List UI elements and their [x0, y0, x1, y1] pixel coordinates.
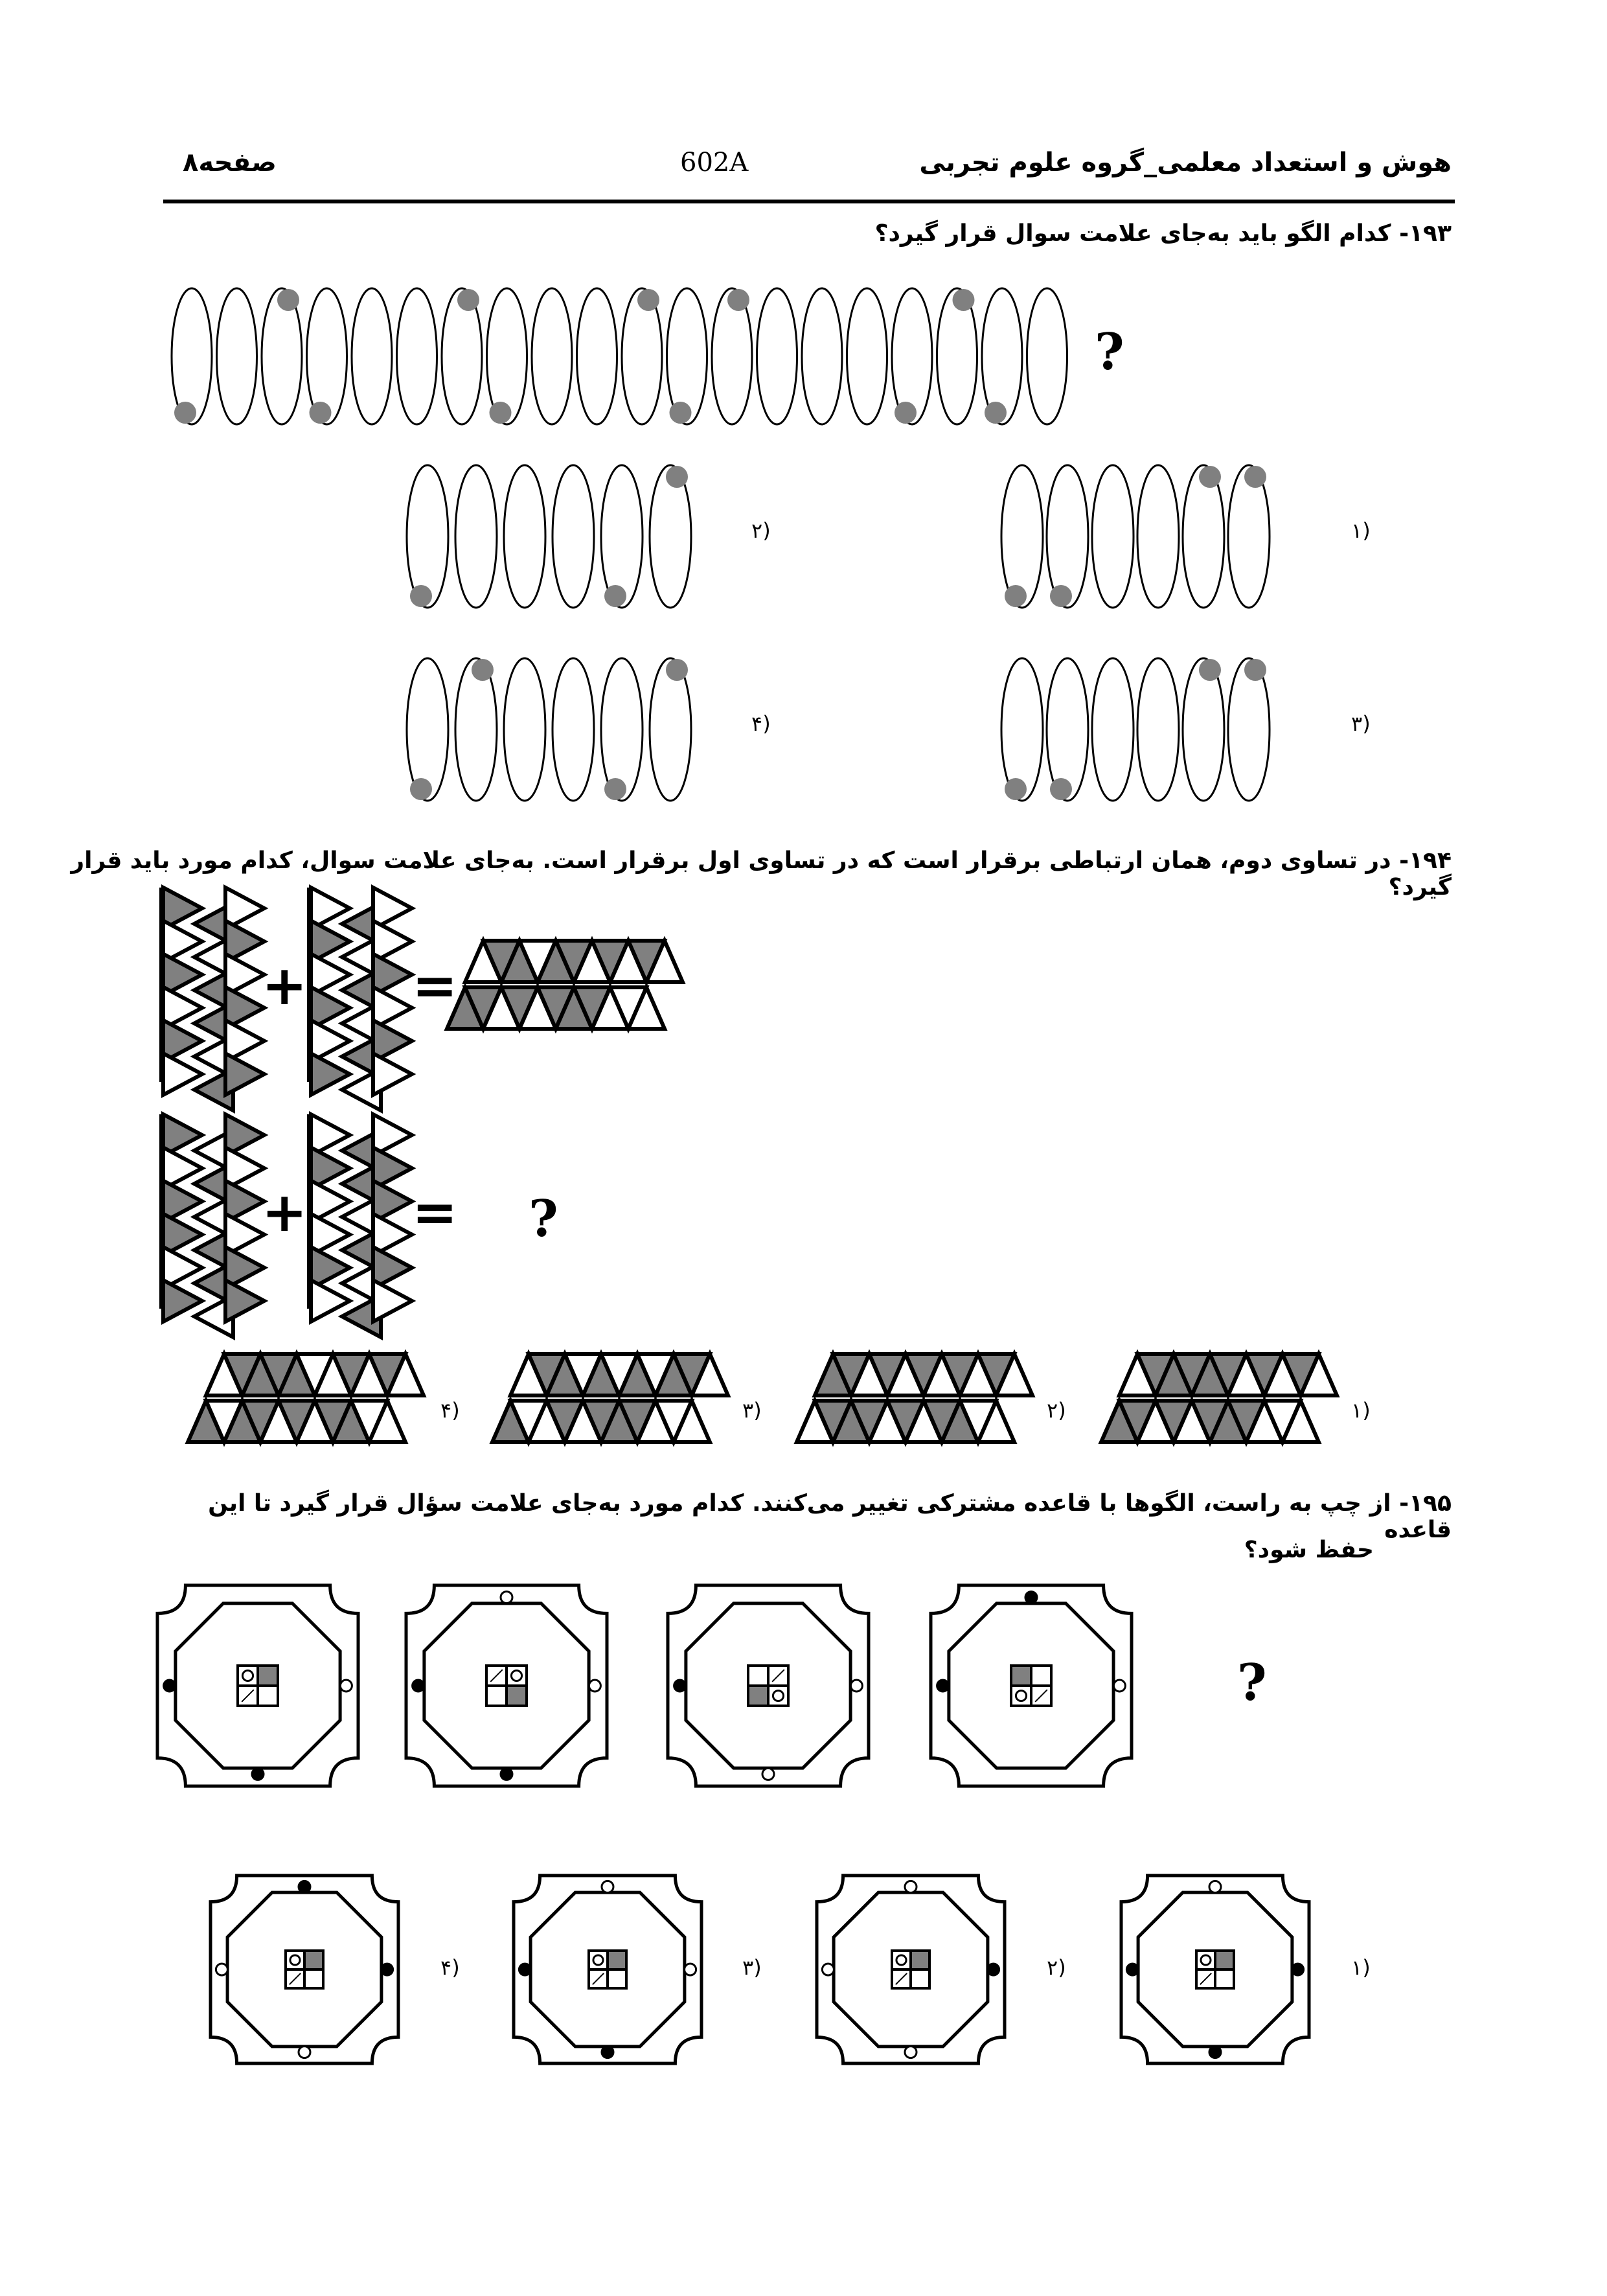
- q193-seq-oval: [532, 288, 572, 424]
- q195-question-mark: ?: [1237, 1653, 1267, 1712]
- q193-seq-oval: [847, 288, 887, 424]
- q193-seq-oval: [757, 288, 797, 424]
- q193-seq-dot: [457, 289, 479, 311]
- q195-seq-2-side-dot: [413, 1680, 424, 1692]
- q193-opt1-dot: [1050, 585, 1072, 607]
- q195-option-2[interactable]: ۲): [1047, 1955, 1066, 1980]
- q194-triangle: [373, 1053, 412, 1095]
- q195-seq-4-grid-cell: [1031, 1666, 1051, 1686]
- q193-seq-oval: [217, 288, 257, 424]
- q194-option-4[interactable]: ۴): [440, 1398, 460, 1423]
- q193-opt3-oval: [1228, 658, 1270, 801]
- q195-seq-1-grid-cell: [238, 1666, 258, 1686]
- q193-opt2-oval: [601, 465, 643, 608]
- q193-seq-dot: [310, 402, 332, 424]
- q195-opt-1-side-dot: [1209, 2047, 1221, 2058]
- q193-opt3-oval: [1137, 658, 1179, 801]
- q193-opt1-dot: [1199, 466, 1221, 488]
- q195-seq-2-grid-cell: [507, 1686, 527, 1706]
- q195-opt-3-side-dot: [685, 1964, 696, 1975]
- q195-opt-2-side-dot: [988, 1964, 999, 1975]
- q195-seq-3-side-dot: [850, 1680, 862, 1692]
- q193-opt1-oval: [1001, 465, 1043, 608]
- q193-opt2-oval: [650, 465, 691, 608]
- q195-seq-4-side-dot: [1025, 1592, 1037, 1603]
- q193-opt2-oval: [407, 465, 448, 608]
- q195-seq-4-grid-cell: [1011, 1686, 1031, 1706]
- q195-seq-3-grid-cell: [768, 1686, 788, 1706]
- q194-triangle: [225, 1053, 264, 1095]
- q194-text: در تساوی دوم، همان ارتباطی برقرار است که در تساوی اول برقرار است. به‌جای علامت سوال، کدام مورد باید قرار گیرد؟: [71, 847, 1452, 901]
- q195-opt-2-grid-cell: [911, 1951, 929, 1969]
- q195-opt-2-side-dot: [822, 1964, 834, 1975]
- q193-seq-oval: [577, 288, 617, 424]
- q195-figure: [0, 0, 1, 1]
- q193-opt4-dot: [410, 778, 432, 800]
- q195-text-line2: حفظ شود؟: [1244, 1537, 1374, 1563]
- q195-seq-3-side-dot: [762, 1768, 774, 1780]
- q193-opt1-oval: [1228, 465, 1270, 608]
- q195-seq-4-side-dot: [937, 1680, 949, 1692]
- q194-plus-1: +: [262, 954, 308, 1017]
- q195-seq-2-grid-cell: [507, 1666, 527, 1686]
- header-page: صفحه۸: [183, 148, 277, 178]
- q193-opt3-oval: [1183, 658, 1224, 801]
- q193-opt1-dot: [1005, 585, 1027, 607]
- q193-opt2-dot: [666, 466, 688, 488]
- q193-seq-dot: [277, 289, 299, 311]
- q193-question-mark: ?: [1095, 323, 1124, 382]
- q193-option-4[interactable]: ۴): [751, 711, 771, 736]
- q195-option-4[interactable]: ۴): [440, 1955, 460, 1980]
- q195-opt-1-grid-cell: [1215, 1969, 1234, 1988]
- q193-opt1-dot: [1244, 466, 1266, 488]
- q193-seq-dot: [953, 289, 975, 311]
- header-title: هوش و استعداد معلمی_گروه علوم تجربی: [919, 148, 1452, 178]
- q193-opt2-oval: [504, 465, 545, 608]
- q193-opt4-oval: [455, 658, 497, 801]
- q193-opt3-dot: [1050, 778, 1072, 800]
- q193-option-2[interactable]: ۲): [751, 518, 771, 543]
- q195-opt-3-side-dot: [602, 2047, 613, 2058]
- q195-opt-3-side-dot: [519, 1964, 530, 1975]
- q195-number: ۱۹۵-: [1399, 1490, 1452, 1517]
- q195-opt-4-side-dot: [299, 2047, 310, 2058]
- q193-opt1-oval: [1183, 465, 1224, 608]
- q195-seq-1-grid-cell: [258, 1686, 278, 1706]
- q195-seq-2-side-dot: [589, 1680, 600, 1692]
- q195-seq-1-side-dot: [340, 1680, 352, 1692]
- q195-option-1[interactable]: ۱): [1351, 1955, 1371, 1980]
- q193-opt4-oval: [553, 658, 594, 801]
- q193-opt2-dot: [410, 585, 432, 607]
- q195-opt-2-side-dot: [905, 2047, 917, 2058]
- q194-question: [0, 847, 1452, 901]
- q195-seq-1-grid-cell: [258, 1666, 278, 1686]
- q193-option-3[interactable]: ۳): [1351, 711, 1371, 736]
- q194-number: ۱۹۴-: [1399, 847, 1452, 874]
- q195-seq-1-side-dot: [252, 1768, 264, 1780]
- q193-opt3-oval: [1092, 658, 1134, 801]
- q194-option-1[interactable]: ۱): [1351, 1398, 1371, 1423]
- q195-opt-1-grid-cell: [1196, 1951, 1215, 1969]
- q194-triangle: [373, 1280, 412, 1322]
- q195-opt-4-grid-cell: [304, 1951, 323, 1969]
- q195-opt-4-side-dot: [216, 1964, 227, 1975]
- q193-seq-dot: [895, 402, 917, 424]
- q193-opt1-oval: [1047, 465, 1088, 608]
- q193-number: ۱۹۳-: [1399, 220, 1452, 247]
- header-rule: [163, 200, 1455, 203]
- q193-seq-oval: [352, 288, 392, 424]
- q195-seq-4-grid-cell: [1011, 1666, 1031, 1686]
- q195-opt-4-grid-cell: [304, 1969, 323, 1988]
- q195-opt-2-grid-cell: [911, 1969, 929, 1988]
- q194-option-3[interactable]: ۳): [742, 1398, 762, 1423]
- q195-opt-1-side-dot: [1292, 1964, 1304, 1975]
- q195-seq-3-side-dot: [674, 1680, 686, 1692]
- q195-seq-3-grid-cell: [748, 1686, 768, 1706]
- q193-seq-dot: [174, 402, 196, 424]
- q195-opt-2-grid-cell: [892, 1951, 911, 1969]
- q193-question: [875, 220, 1452, 247]
- q195-opt-2-side-dot: [905, 1881, 917, 1892]
- q193-seq-oval: [802, 288, 842, 424]
- header-code: 602A: [680, 148, 749, 178]
- q194-question-mark: ?: [529, 1189, 558, 1248]
- q195-opt-1-grid-cell: [1215, 1951, 1234, 1969]
- q193-opt4-oval: [504, 658, 545, 801]
- q194-triangle: [225, 1280, 264, 1322]
- q195-seq-4-side-dot: [1113, 1680, 1125, 1692]
- q193-text: کدام الگو باید به‌جای علامت سوال قرار گیرد؟: [874, 220, 1391, 247]
- q194-equals-2: =: [412, 1180, 458, 1244]
- q193-seq-oval: [397, 288, 437, 424]
- q193-opt1-oval: [1137, 465, 1179, 608]
- q193-opt2-oval: [553, 465, 594, 608]
- q193-seq-dot: [985, 402, 1007, 424]
- q195-text-line1: از چپ به راست، الگوها با قاعده مشترکی تغییر می‌کنند. کدام مورد به‌جای علامت سؤال قرار گیرد تا این قاعده: [208, 1490, 1452, 1543]
- q195-opt-4-grid-cell: [286, 1951, 304, 1969]
- q193-opt1-oval: [1092, 465, 1134, 608]
- q195-opt-4-side-dot: [299, 1881, 310, 1892]
- q195-opt-1-side-dot: [1126, 1964, 1138, 1975]
- q195-seq-2-grid-cell: [486, 1686, 507, 1706]
- q195-opt-1-side-dot: [1209, 1881, 1221, 1892]
- q195-question: [156, 1490, 1452, 1543]
- q195-seq-2-side-dot: [501, 1592, 512, 1603]
- q193-seq-dot: [670, 402, 692, 424]
- q195-opt-3-grid-cell: [608, 1969, 626, 1988]
- q193-opt3-dot: [1199, 659, 1221, 681]
- q194-plus-2: +: [262, 1180, 308, 1244]
- q193-option-1[interactable]: ۱): [1351, 518, 1371, 543]
- q193-opt3-oval: [1001, 658, 1043, 801]
- q193-opt4-oval: [650, 658, 691, 801]
- q194-equals-1: =: [412, 954, 458, 1017]
- q195-option-3[interactable]: ۳): [742, 1955, 762, 1980]
- q193-seq-dot: [637, 289, 659, 311]
- q195-seq-3-grid-cell: [748, 1666, 768, 1686]
- q193-opt4-dot: [472, 659, 494, 681]
- q193-seq-dot: [490, 402, 512, 424]
- q193-opt4-dot: [666, 659, 688, 681]
- q193-opt2-dot: [604, 585, 626, 607]
- q193-opt3-dot: [1244, 659, 1266, 681]
- q195-opt-4-side-dot: [382, 1964, 393, 1975]
- q193-opt4-oval: [601, 658, 643, 801]
- q195-seq-1-side-dot: [164, 1680, 176, 1692]
- q193-opt4-dot: [604, 778, 626, 800]
- q195-opt-3-side-dot: [602, 1881, 613, 1892]
- q193-seq-dot: [727, 289, 749, 311]
- q194-option-2[interactable]: ۲): [1047, 1398, 1066, 1423]
- q193-opt3-oval: [1047, 658, 1088, 801]
- q195-opt-3-grid-cell: [589, 1951, 608, 1969]
- q193-opt3-dot: [1005, 778, 1027, 800]
- q195-opt-3-grid-cell: [608, 1951, 626, 1969]
- q193-opt4-oval: [407, 658, 448, 801]
- q193-seq-oval: [1027, 288, 1067, 424]
- q193-opt2-oval: [455, 465, 497, 608]
- q195-seq-2-side-dot: [501, 1768, 512, 1780]
